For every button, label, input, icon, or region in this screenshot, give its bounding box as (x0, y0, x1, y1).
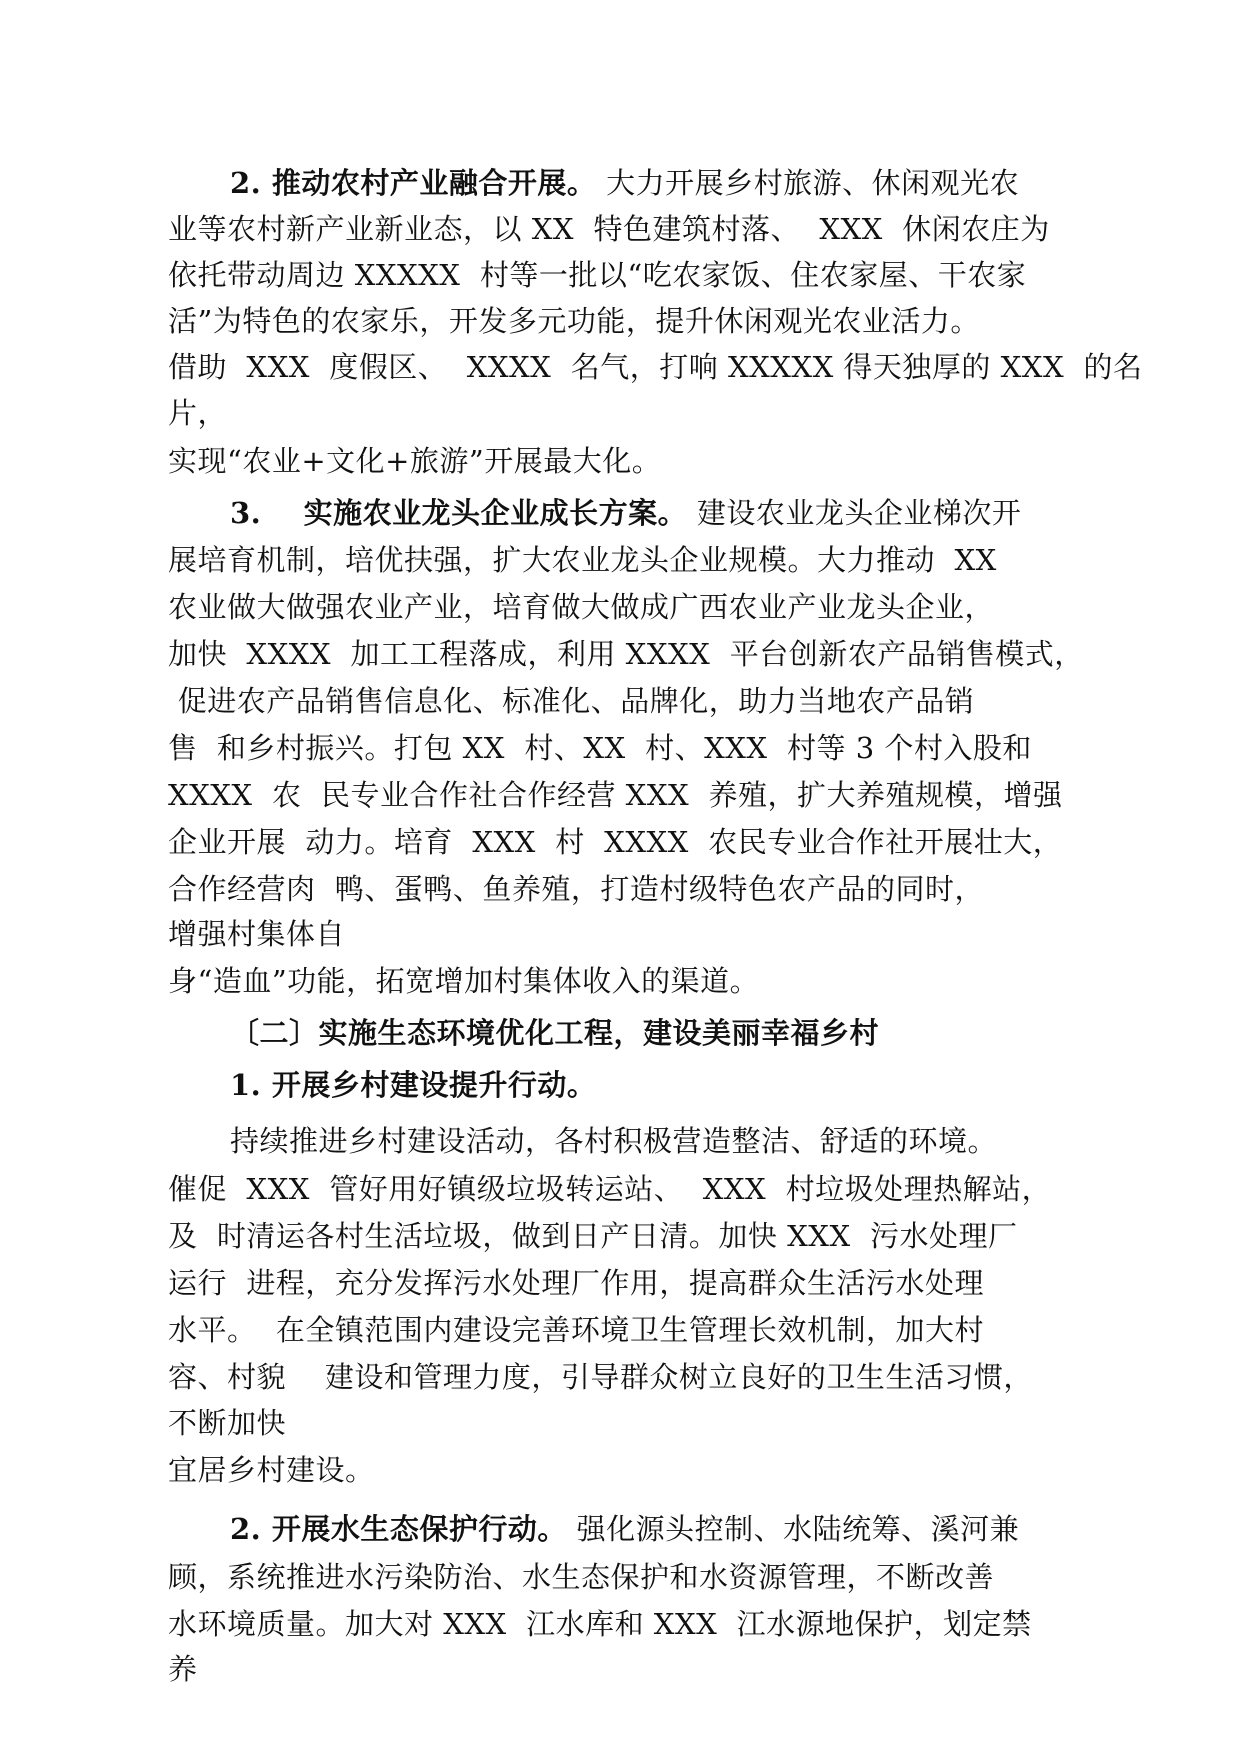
paragraph-line: 企业开展 动力。培育 XXX 村 XXXX 农民专业合作社开展壮大， (168, 825, 1063, 859)
paragraph-line: 促进农产品销售信息化、标准化、品牌化，助力当地农产品销 (168, 684, 975, 718)
paragraph-line: 售 和乡村振兴。打包 XX 村、XX 村、XXX 村等 3 个村入股和 (168, 731, 1032, 765)
item-text: 强化源头控制、水陆统筹、溪河兼 (566, 1512, 1020, 1546)
paragraph-line (230, 490, 1021, 536)
item-heading: 2. 开展水生态保护行动。 (230, 1512, 567, 1546)
paragraph-line: XXXX 农 民专业合作社合作经营 XXX 养殖，扩大养殖规模，增强 (168, 778, 1063, 812)
item-text: 大力开展乡村旅游、休闲观光农 (596, 166, 1020, 200)
paragraph-line: 水平。 在全镇范围内建设完善环境卫生管理长效机制，加大村 (168, 1313, 984, 1347)
paragraph-line: 持续推进乡村建设活动，各村积极营造整洁、舒适的环境。 (230, 1124, 998, 1158)
paragraph-line: 容、村貌 建设和管理力度，引导群众树立良好的卫生生活习惯， (168, 1360, 1033, 1394)
paragraph-line: 及 时清运各村生活垃圾，做到日产日清。加快 XXX 污水处理厂 (168, 1219, 1018, 1253)
paragraph-line: 增强村集体自 (168, 917, 346, 951)
paragraph-line: 加快 XXXX 加工工程落成，利用 XXXX 平台创新农产品销售模式， (168, 637, 1084, 671)
section-subheading: 〔二〕实施生态环境优化工程，建设美丽幸福乡村 (230, 1016, 880, 1050)
paragraph-line (230, 160, 1019, 206)
paragraph-line: 运行 进程，充分发挥污水处理厂作用，提高群众生活污水处理 (168, 1266, 984, 1300)
paragraph-line: 养 (168, 1652, 198, 1686)
paragraph-line: 借助 XXX 度假区、 XXXX 名气，打响 XXXXX 得天独厚的 XXX 的名 (168, 350, 1143, 384)
paragraph-line: 展培育机制，培优扶强，扩大农业龙头企业规模。大力推动 XX (168, 543, 997, 577)
paragraph-line: 依托带动周边 XXXXX 村等一批以“吃农家饭、住农家屋、干农家 (168, 258, 1027, 292)
paragraph-line: 水环境质量。加大对 XXX 江水库和 XXX 江水源地保护，划定禁 (168, 1607, 1032, 1641)
paragraph-line: 顾，系统推进水污染防治、水生态保护和水资源管理，不断改善 (168, 1560, 995, 1594)
paragraph-line: 业等农村新产业新业态，以 XX 特色建筑村落、 XXX 休闲农庄为 (168, 212, 1050, 246)
item-heading: 3. 实施农业龙头企业成长方案。 (230, 496, 688, 530)
item-heading: 2. 推动农村产业融合开展。 (230, 166, 597, 200)
paragraph-line: 身“造血”功能，拓宽增加村集体收入的渠道。 (168, 964, 760, 998)
paragraph-line: 合作经营肉 鸭、蛋鸭、鱼养殖，打造村级特色农产品的同时， (168, 872, 984, 906)
paragraph-line: 宜居乡村建设。 (168, 1453, 375, 1487)
item-text: 建设农业龙头企业梯次开 (687, 496, 1022, 530)
paragraph-line: 片， (168, 396, 228, 430)
paragraph-line: 活”为特色的农家乐，开发多元功能，提升休闲观光农业活力。 (168, 304, 980, 338)
item-heading: 1. 开展乡村建设提升行动。 (230, 1068, 597, 1102)
paragraph-line: 实现“农业+文化+旅游”开展最大化。 (168, 444, 662, 478)
paragraph-line: 催促 XXX 管好用好镇级垃圾转运站、 XXX 村垃圾处理热解站， (168, 1172, 1052, 1206)
paragraph-line (230, 1506, 1019, 1552)
paragraph-line: 农业做大做强农业产业，培育做大做成广西农业产业龙头企业， (168, 590, 995, 624)
paragraph-line: 不断加快 (168, 1406, 287, 1440)
